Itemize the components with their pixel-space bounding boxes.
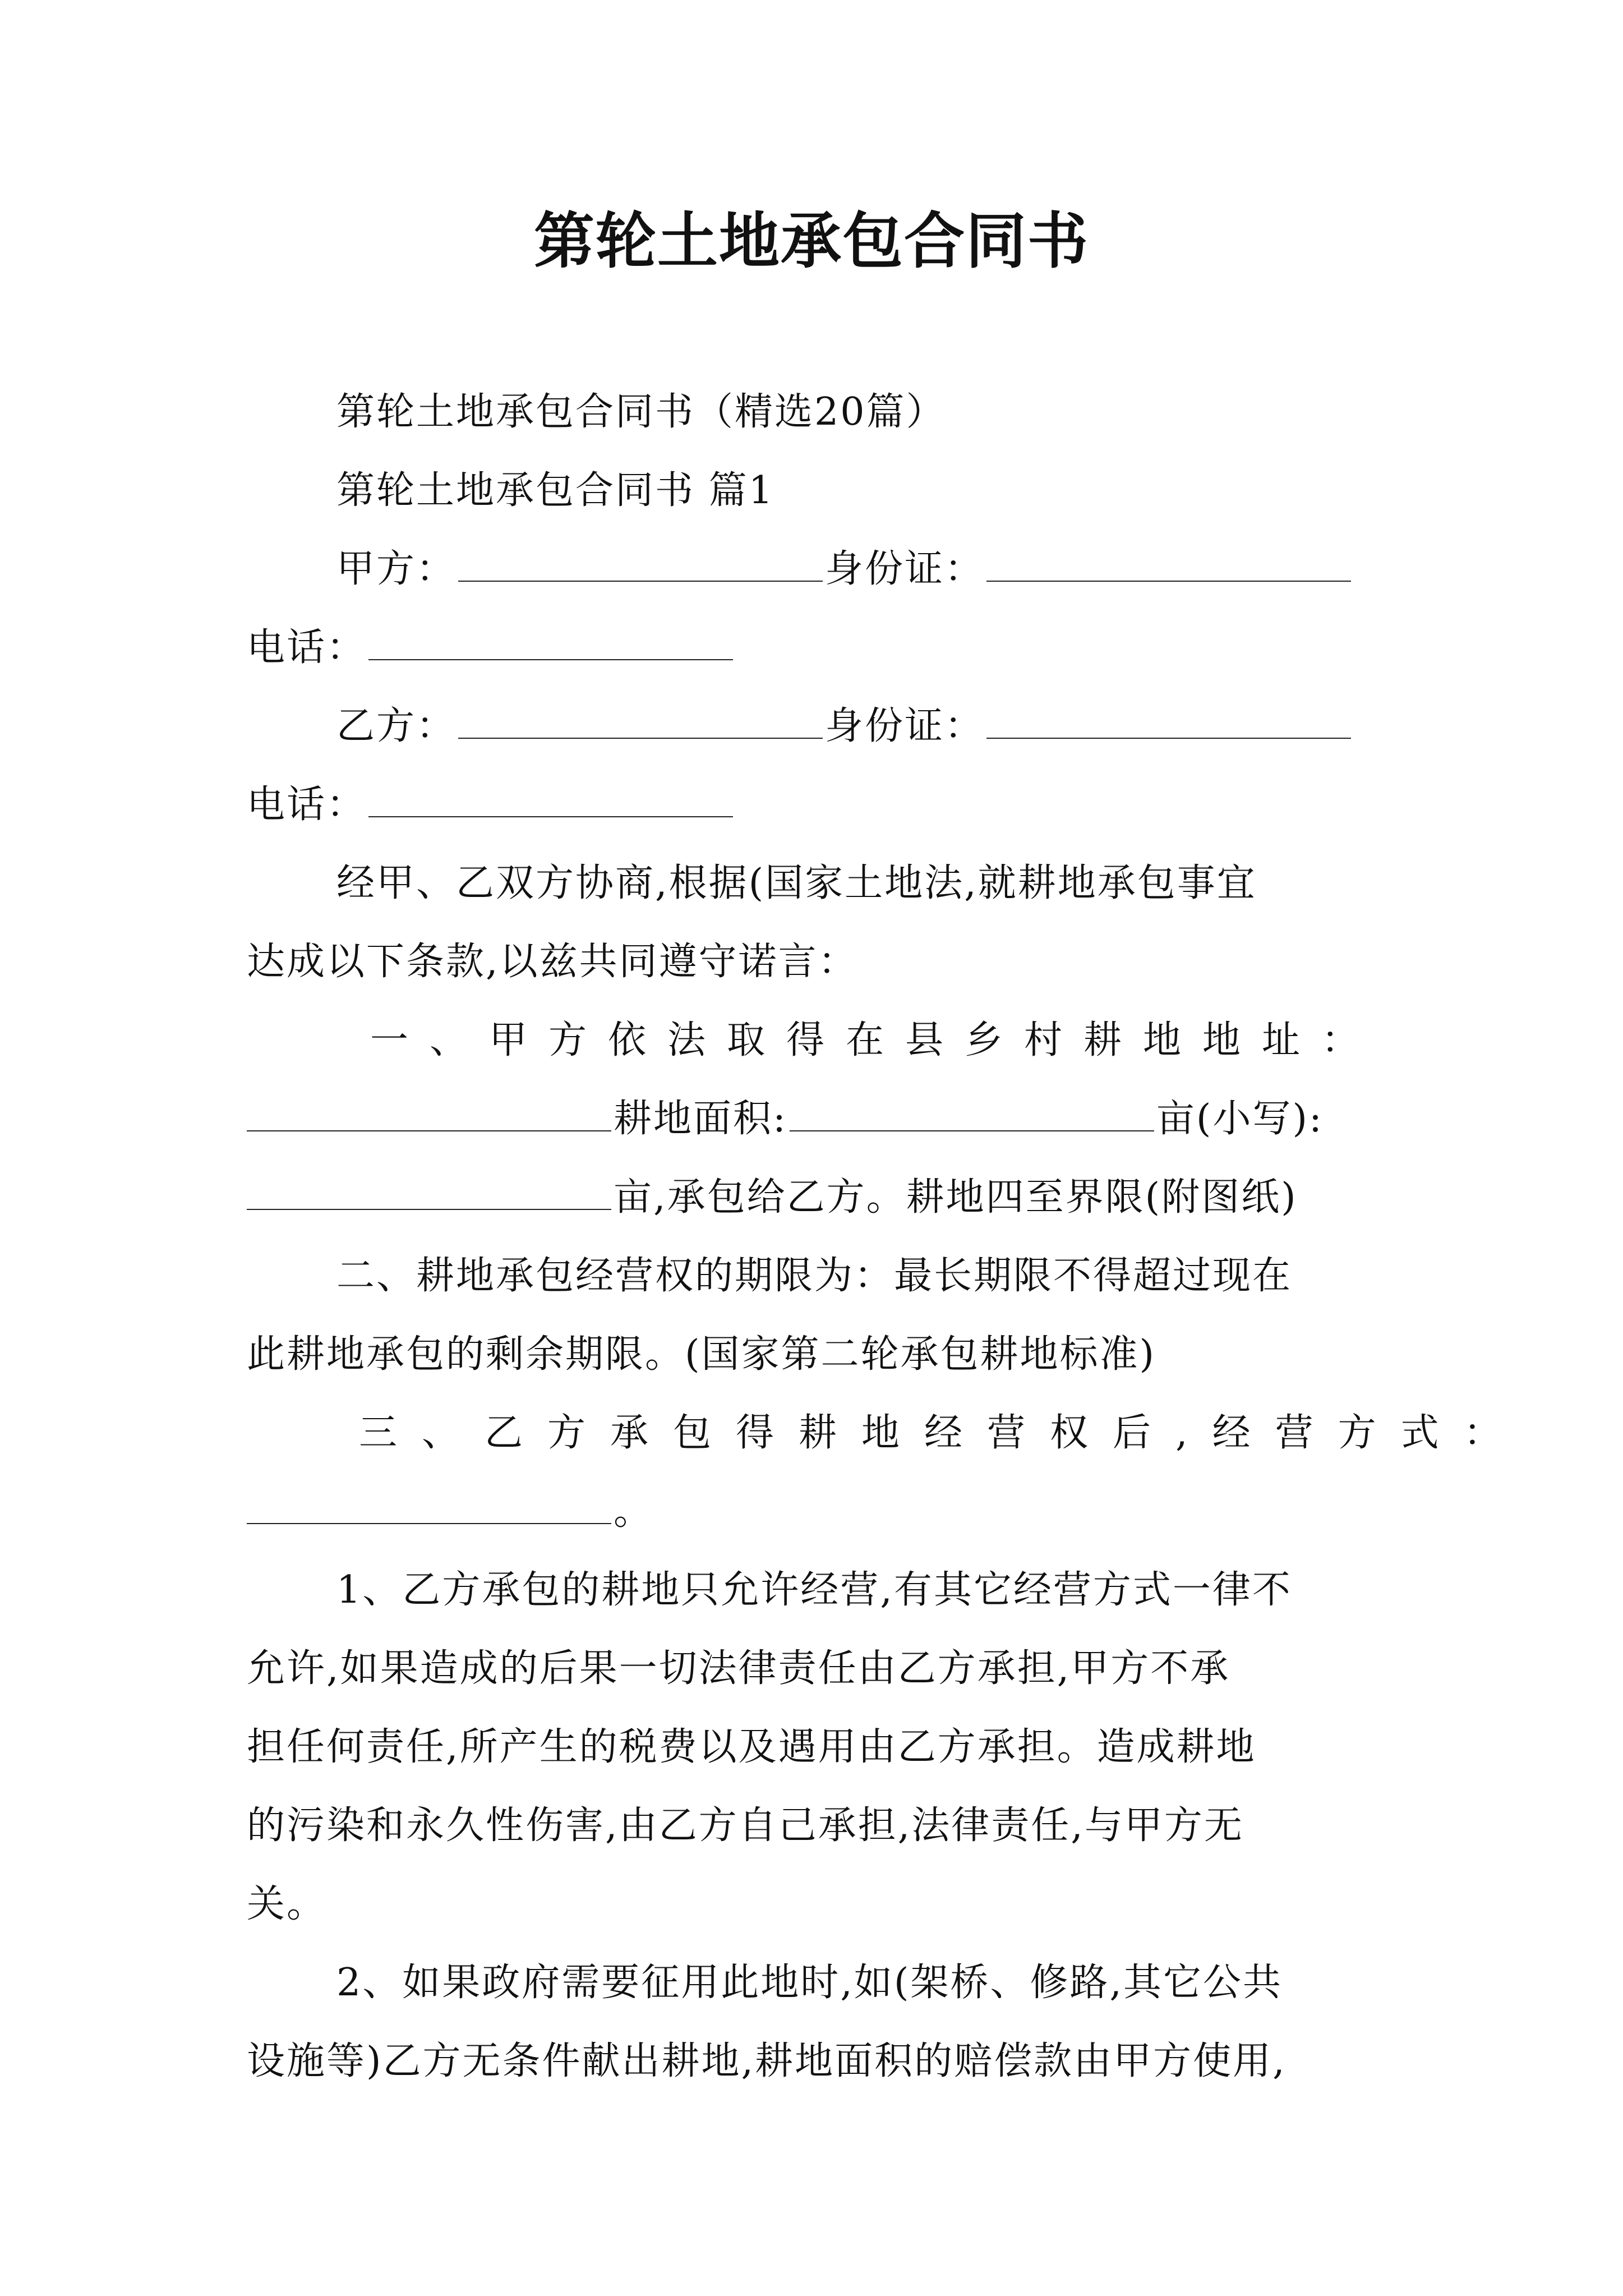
- clause1-line2: [247, 1094, 1324, 1144]
- party-a-phone-row: [247, 623, 735, 673]
- clause1-area-blank: [790, 1127, 1154, 1131]
- party-a-phone-label: 电话：: [247, 625, 367, 670]
- clause2-line1: 二、耕地承包经营权的期限为：最长期限不得超过现在: [336, 1254, 1293, 1298]
- party-a-id-blank: [986, 577, 1351, 582]
- clause3-line1: 三、乙方承包得耕地经营权后,经营方式：: [359, 1411, 1527, 1455]
- section-heading: 第轮土地承包合同书 篇1: [336, 468, 774, 513]
- clause2-line2: 此耕地承包的剩余期限。(国家第二轮承包耕地标准): [247, 1332, 1156, 1377]
- clause3-end: 。: [614, 1489, 654, 1534]
- party-b-row: [336, 701, 1353, 752]
- clause3-line2: [247, 1487, 653, 1537]
- item1-line2: 允许,如果造成的后果一切法律责任由乙方承担,甲方不承: [247, 1646, 1230, 1691]
- item1-line5: 关。: [247, 1882, 327, 1926]
- party-b-phone-blank: [368, 813, 733, 817]
- clause1-mu-small-label: 亩(小写):: [1156, 1097, 1324, 1141]
- clause1-line1: 一、甲方依法取得在县乡村耕地地址：: [370, 1018, 1381, 1062]
- intro-paragraph-line1: 经甲、乙双方协商,根据(国家土地法,就耕地承包事宜: [336, 861, 1257, 905]
- party-b-id-blank: [986, 734, 1351, 739]
- intro-paragraph-line2: 达成以下条款,以兹共同遵守诺言：: [247, 940, 858, 984]
- item1-line3: 担任何责任,所产生的税费以及遇用由乙方承担。造成耕地: [247, 1725, 1256, 1769]
- party-b-name-blank: [458, 734, 823, 739]
- party-a-name-blank: [458, 577, 823, 582]
- party-b-phone-label: 电话：: [247, 783, 367, 827]
- item2-line1: 2、如果政府需要征用此地时,如(架桥、修路,其它公共: [336, 1961, 1283, 2005]
- clause3-method-blank: [247, 1520, 611, 1524]
- clause1-mu-blank: [247, 1205, 611, 1210]
- clause1-line3: [247, 1172, 1298, 1223]
- party-a-label: 甲方：: [336, 547, 457, 591]
- party-a-row: [336, 544, 1353, 595]
- party-b-label: 乙方：: [336, 704, 457, 748]
- clause1-line3-text: 亩,承包给乙方。耕地四至界限(附图纸): [614, 1175, 1298, 1220]
- clause1-area-label: 耕地面积:: [614, 1097, 787, 1141]
- party-b-id-label: 身份证：: [825, 704, 985, 748]
- document-subtitle: 第轮土地承包合同书（精选20篇）: [336, 390, 946, 434]
- party-a-id-label: 身份证：: [825, 547, 985, 591]
- item2-line2: 设施等)乙方无条件献出耕地,耕地面积的赔偿款由甲方使用,: [247, 2039, 1287, 2083]
- document-title: 第轮土地承包合同书: [533, 206, 1089, 277]
- item1-line4: 的污染和永久性伤害,由乙方自己承担,法律责任,与甲方无: [247, 1803, 1244, 1848]
- party-b-phone-row: [247, 780, 735, 830]
- party-a-phone-blank: [368, 656, 733, 660]
- item1-line1: 1、乙方承包的耕地只允许经营,有其它经营方式一律不: [336, 1568, 1292, 1612]
- clause1-address-blank: [247, 1127, 611, 1131]
